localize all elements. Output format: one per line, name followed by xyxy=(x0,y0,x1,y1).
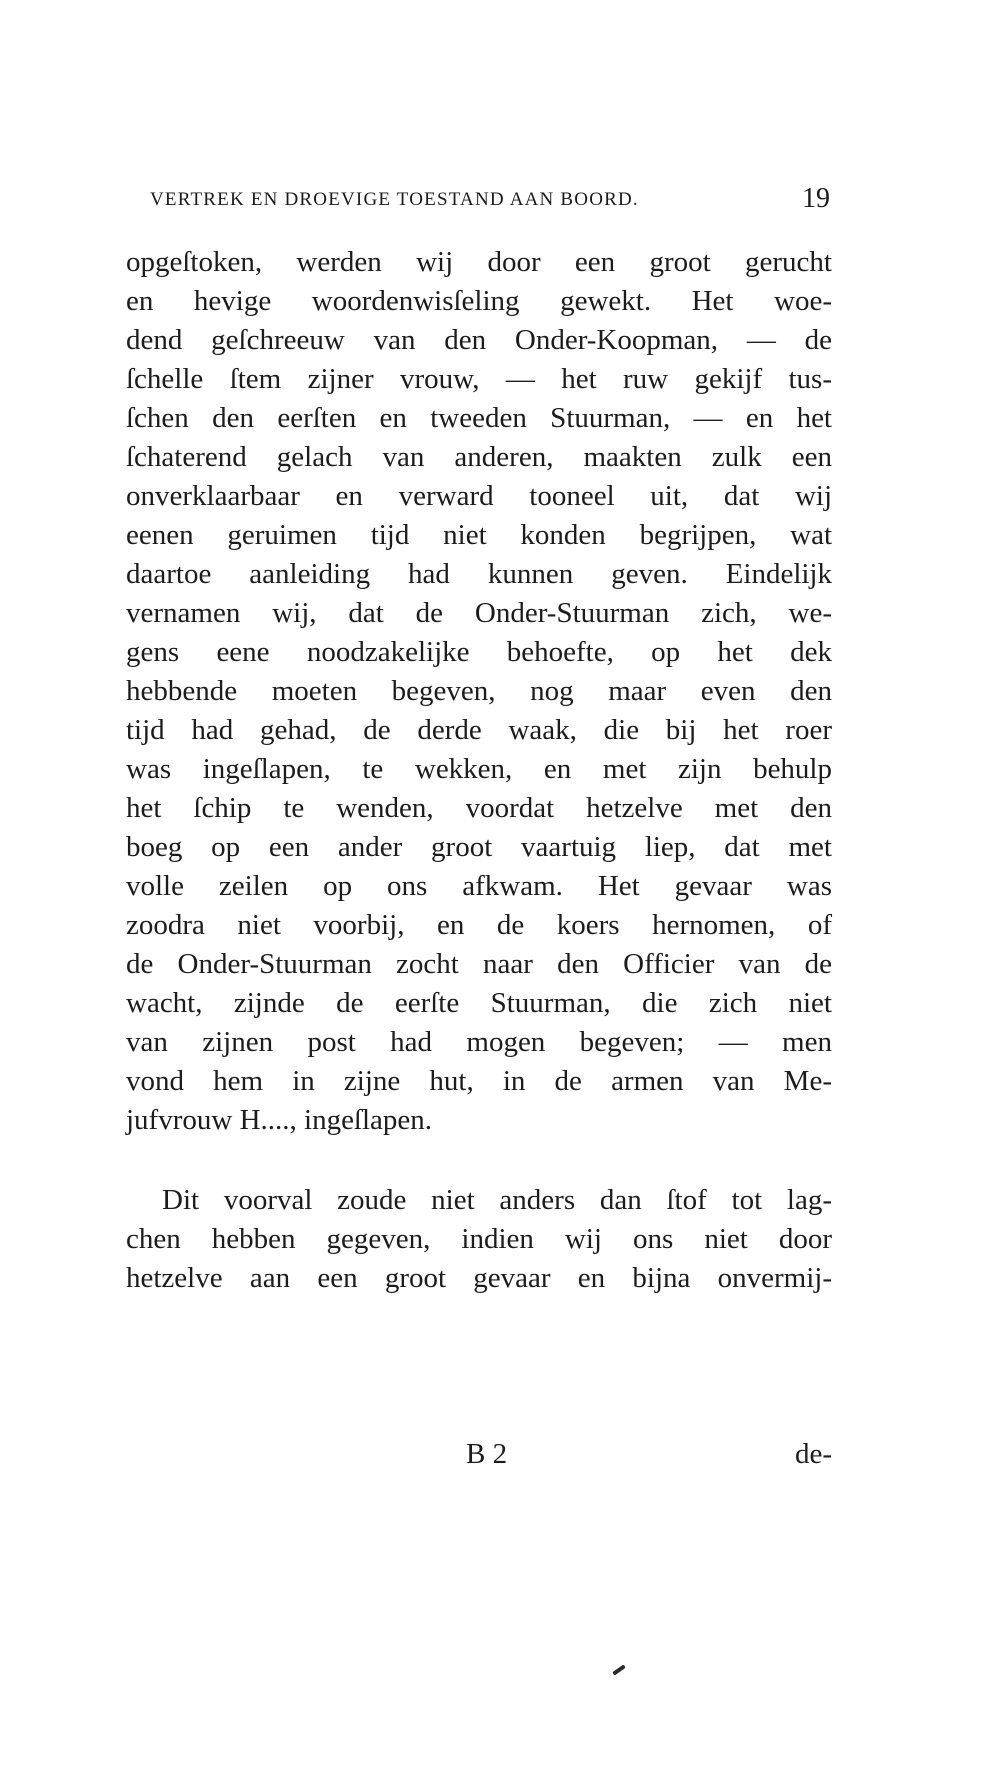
text-line: onverklaarbaar en verward tooneel uit, dat wij xyxy=(126,480,832,512)
text-line: ſchaterend gelach van anderen, maakten zulk een xyxy=(126,441,832,473)
text-line: Dit voorval zoude niet anders dan ſtof tot lag- xyxy=(162,1184,832,1216)
text-line: de Onder-Stuurman zocht naar den Officier van de xyxy=(126,948,832,980)
page-footer xyxy=(126,1432,832,1476)
signature-mark: B 2 xyxy=(466,1438,508,1470)
ink-mark xyxy=(612,1664,626,1675)
text-line: was ingeſlapen, te wekken, en met zijn behulp xyxy=(126,753,832,785)
text-line: volle zeilen op ons afkwam. Het gevaar was xyxy=(126,870,832,902)
text-line: ſchen den eerſten en tweeden Stuurman, — en het xyxy=(126,402,832,434)
text-line: hetzelve aan een groot gevaar en bijna onvermij- xyxy=(126,1262,832,1294)
text-line: wacht, zijnde de eerſte Stuurman, die zich niet xyxy=(126,987,832,1019)
text-line: van zijnen post had mogen begeven; — men xyxy=(126,1026,832,1058)
running-head xyxy=(150,183,830,215)
text-line: dend geſchreeuw van den Onder-Koopman, — de xyxy=(126,324,832,356)
text-line: opgeſtoken, werden wij door een groot gerucht xyxy=(126,246,832,278)
text-line: eenen geruimen tijd niet konden begrijpen, wat xyxy=(126,519,832,551)
text-line: vernamen wij, dat de Onder-Stuurman zich, we- xyxy=(126,597,832,629)
text-line: ſchelle ſtem zijner vrouw, — het ruw gekijf tus- xyxy=(126,363,832,395)
text-line: chen hebben gegeven, indien wij ons niet door xyxy=(126,1223,832,1255)
running-head-title: VERTREK EN DROEVIGE TOESTAND AAN BOORD. xyxy=(150,189,639,210)
text-line: het ſchip te wenden, voordat hetzelve met den xyxy=(126,792,832,824)
text-line: jufvrouw H...., ingeſlapen. xyxy=(126,1104,433,1136)
text-line: boeg op een ander groot vaartuig liep, dat met xyxy=(126,831,832,863)
text-line: hebbende moeten begeven, nog maar even den xyxy=(126,675,832,707)
text-line: zoodra niet voorbij, en de koers hernomen, of xyxy=(126,909,832,941)
text-line: vond hem in zijne hut, in de armen van Me- xyxy=(126,1065,832,1097)
page-number: 19 xyxy=(802,183,830,214)
text-line: tijd had gehad, de derde waak, die bij het roer xyxy=(126,714,832,746)
text-line: gens eene noodzakelijke behoefte, op het dek xyxy=(126,636,832,668)
text-line: en hevige woordenwisſeling gewekt. Het woe- xyxy=(126,285,832,317)
text-line: daartoe aanleiding had kunnen geven. Eindelijk xyxy=(126,558,832,590)
catchword: de- xyxy=(794,1438,832,1470)
